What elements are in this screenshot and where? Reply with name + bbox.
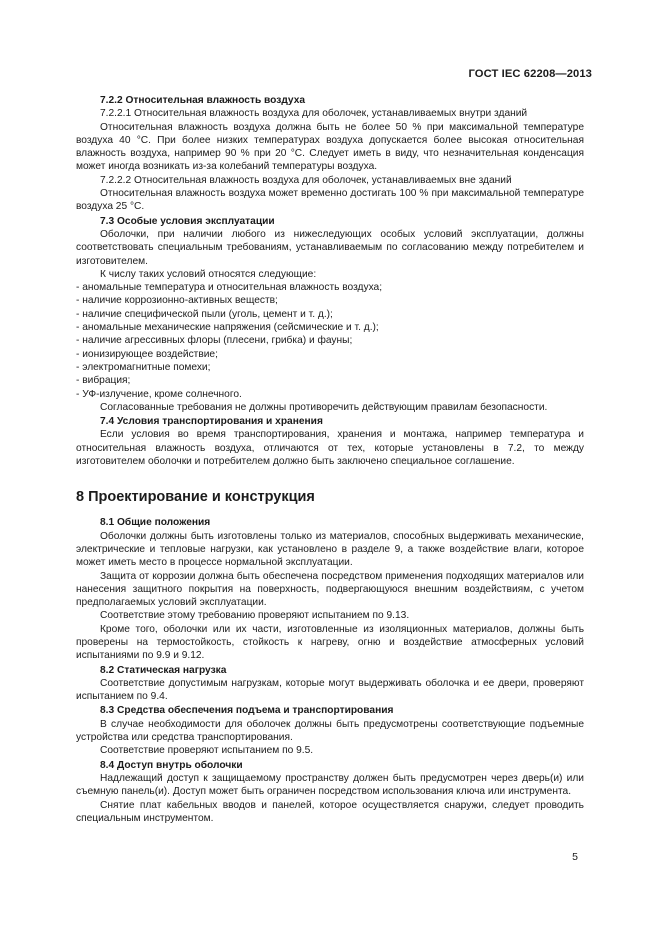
paragraph: К числу таких условий относятся следующие: (100, 268, 317, 280)
paragraph: Оболочки, при наличии любого из нижеследующих особых условий эксплуатации, должны соответствовать специальным требованиям, устанавливаемым по согласованию между потребителем и изготовителем. (76, 228, 584, 267)
section-heading-8-1: 8.1 Общие положения (100, 517, 211, 529)
paragraph: Кроме того, оболочки или их части, изготовленные из изоляционных материалов, должны быть проверены на термостойкость, стойкость к нагреву, огню и воздействие атмосферных условий испытаниями по 9.9 и 9.12. (76, 623, 584, 662)
paragraph: 7.2.2.1 Относительная влажность воздуха для оболочек, устанавливаемых внутри зданий (100, 108, 528, 120)
paragraph: Соответствие проверяют испытанием по 9.5. (100, 745, 314, 757)
paragraph: Соответствие этому требованию проверяют испытанием по 9.13. (100, 610, 410, 622)
list-item: - наличие специфической пыли (уголь, цемент и т. д.); (76, 308, 333, 320)
list-item: - аномальные температура и относительная влажность воздуха; (76, 282, 383, 294)
paragraph: Если условия во время транспортирования, хранения и монтажа, например температура и относительная влажность воздуха, отличаются от тех, которые установлены в 7.2, то между изготовителем оболочки и потребителем должно быть заключено специальное соглашение. (76, 429, 584, 468)
list-item: - УФ-излучение, кроме солнечного. (76, 388, 242, 400)
paragraph: Относительная влажность воздуха может временно достигать 100 % при максимальной температуре воздуха 25 °С. (76, 188, 584, 213)
list-item: - аномальные механические напряжения (сейсмические и т. д.); (76, 322, 379, 334)
conditions-list (76, 281, 584, 401)
section-heading-7-2-2: 7.2.2 Относительная влажность воздуха (100, 95, 306, 106)
paragraph: Защита от коррозии должна быть обеспечена посредством применения подходящих материалов или нанесения защитного покрытия на поверхность, подвергающуюся внешним воздействиям, с учетом предполагаемых условий эксплуатации. (76, 570, 584, 609)
section-heading-8-3: 8.3 Средства обеспечения подъема и транспортирования (100, 705, 394, 717)
list-item: - вибрация; (76, 375, 131, 387)
section-heading-7-3: 7.3 Особые условия эксплуатации (100, 215, 275, 227)
paragraph: Оболочки должны быть изготовлены только из материалов, способных выдерживать механические, электрические и тепловые нагрузки, как установлено в разделе 9, а также воздействие влаги, которое может иметь место в процессе нормальной эксплуатации. (76, 530, 584, 569)
list-item: - наличие коррозионно-активных веществ; (76, 295, 278, 307)
paragraph: Соответствие допустимым нагрузкам, которые могут выдерживать оболочка и ее двери, проверяют испытанием по 9.4. (76, 677, 584, 703)
paragraph: В случае необходимости для оболочек должны быть предусмотрены соответствующие подъемные устройства или средства транспортирования. (76, 718, 584, 744)
section-heading-8-2: 8.2 Статическая нагрузка (100, 664, 227, 676)
paragraph: Относительная влажность воздуха должна быть не более 50 % при максимальной температуре воздуха 40 °С. При более низких температурах воздуха допускается более высокая относительная влажность воздуха, например 90 % при 20 °С. Следует иметь в виду, что незначительная конденсация может иногда возникать из-за колебаний температуры воздуха. (76, 121, 584, 173)
paragraph: Надлежащий доступ к защищаемому пространству должен быть предусмотрен через дверь(и) или съемную панель(и). Доступ может быть ограничен посредством использования ключа или инструмента. (76, 772, 584, 798)
section-heading-8-4: 8.4 Доступ внутрь оболочки (100, 759, 243, 771)
list-item: - наличие агрессивных флоры (плесени, грибка) и фауны; (76, 335, 353, 347)
paragraph: 7.2.2.2 Относительная влажность воздуха для оболочек, устанавливаемых вне зданий (100, 174, 512, 186)
chapter-heading-8: 8 Проектирование и конструкция (76, 489, 315, 506)
page-content (76, 94, 584, 825)
paragraph: Снятие плат кабельных вводов и панелей, которое осуществляется снаружи, следует проводить специальным инструментом. (76, 799, 584, 824)
list-item: - ионизирующее воздействие; (76, 348, 218, 360)
page-number: 5 (572, 851, 578, 863)
section-heading-7-4: 7.4 Условия транспортирования и хранения (100, 416, 323, 428)
list-item: - электромагнитные помехи; (76, 361, 211, 373)
paragraph: Согласованные требования не должны противоречить действующим правилам безопасности. (100, 401, 548, 413)
standard-header: ГОСТ IEC 62208—2013 (468, 68, 592, 80)
